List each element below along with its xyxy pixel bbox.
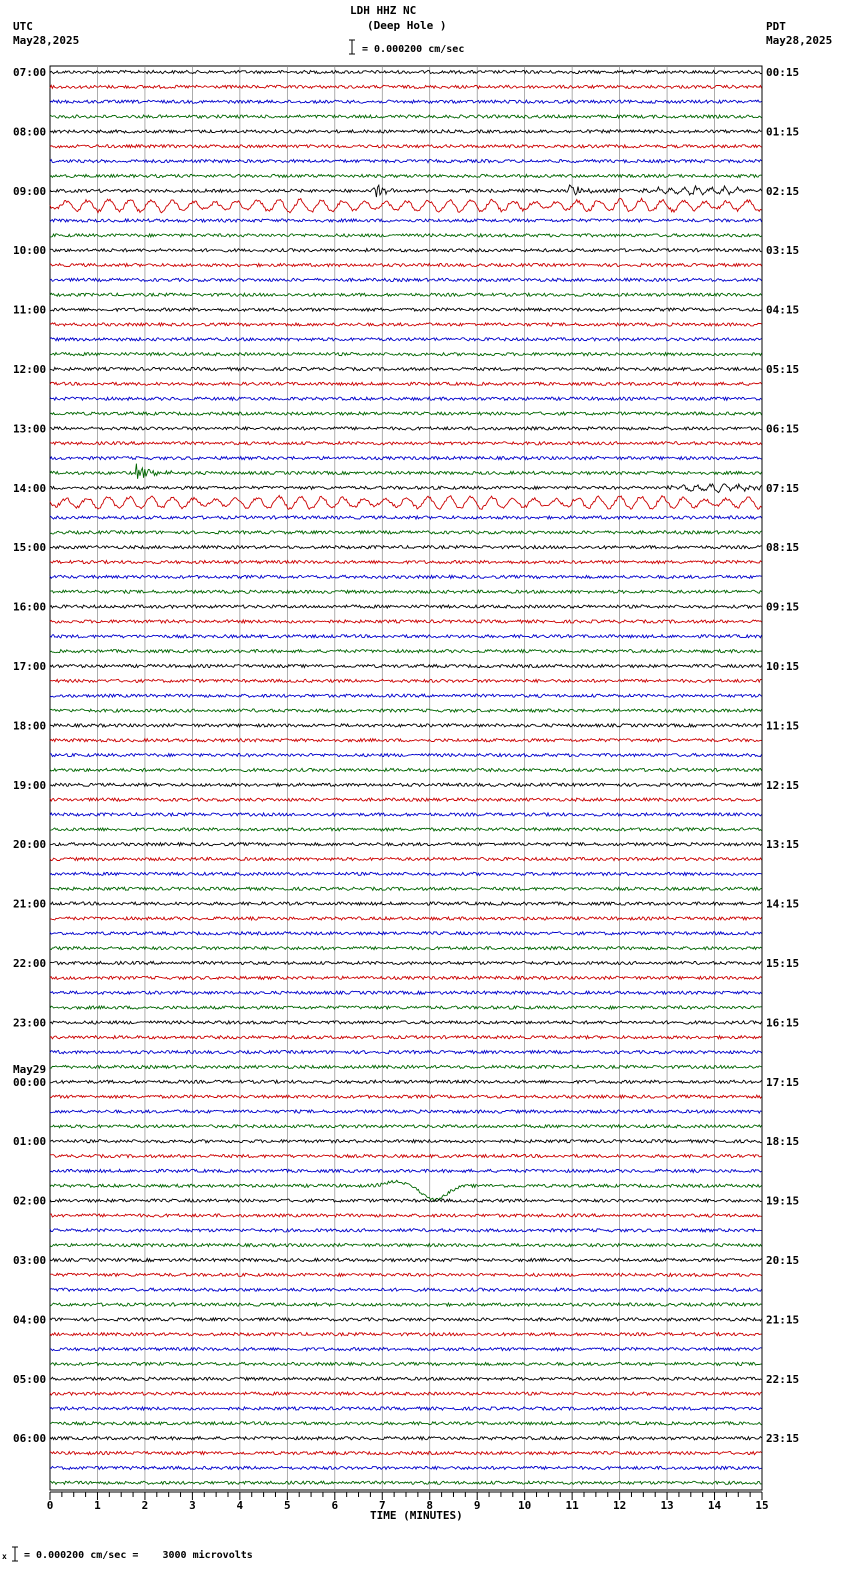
seismic-trace (50, 1362, 762, 1365)
footer-scale-note: = 0.000200 cm/sec = 3000 microvolts (24, 1550, 253, 1561)
seismic-trace (50, 264, 762, 267)
utc-hour-label: 09:00 (13, 184, 47, 198)
seismic-trace (50, 1095, 762, 1098)
pdt-hour-label: 10:15 (766, 660, 800, 673)
pdt-hour-label: 12:15 (766, 778, 800, 792)
x-tick-label: 13 (660, 1499, 674, 1512)
x-axis-label: TIME (MINUTES) (370, 1509, 463, 1522)
pdt-hour-label: 13:15 (766, 838, 800, 852)
seismic-trace (50, 694, 762, 697)
seismic-trace (50, 1288, 762, 1291)
pdt-hour-label: 06:15 (766, 422, 800, 436)
seismic-trace (50, 828, 762, 831)
seismic-trace (50, 1466, 762, 1469)
utc-hour-label: 23:00 (13, 1016, 47, 1030)
utc-hour-label: 11:00 (13, 303, 47, 317)
seismic-trace (50, 174, 762, 177)
seismic-trace (50, 1125, 762, 1128)
seismic-trace (50, 843, 762, 846)
seismic-trace (50, 1258, 762, 1261)
seismic-trace (50, 575, 762, 578)
utc-hour-label: 16:00 (13, 600, 47, 614)
seismic-trace (50, 278, 762, 281)
seismic-trace (50, 338, 762, 341)
pdt-hour-label: 07:15 (766, 481, 800, 495)
seismic-trace (50, 1303, 762, 1306)
utc-hour-label: 10:00 (13, 244, 47, 258)
trace-group (50, 70, 762, 1484)
seismic-trace (50, 1110, 762, 1113)
x-tick-label: 6 (331, 1499, 339, 1512)
x-tick-label: 9 (473, 1499, 481, 1512)
seismic-trace (50, 100, 762, 103)
seismic-trace (50, 516, 762, 519)
seismic-trace (50, 249, 762, 252)
seismic-trace (50, 427, 762, 430)
seismic-trace (50, 464, 762, 479)
utc-hour-label: 22:00 (13, 957, 47, 970)
seismic-trace (50, 234, 762, 237)
pdt-hour-label: 08:15 (766, 541, 800, 555)
seismic-trace (50, 620, 762, 623)
x-tick-label: 10 (518, 1499, 532, 1512)
seismic-trace (50, 1155, 762, 1158)
seismic-trace (50, 709, 762, 712)
seismic-trace (50, 397, 762, 400)
seismic-trace (50, 590, 762, 593)
seismic-trace (50, 858, 762, 861)
left-date: May28,2025 (13, 34, 80, 47)
seismic-trace (50, 947, 762, 950)
utc-hour-label: 18:00 (13, 719, 47, 733)
x-tick-label: 14 (707, 1499, 722, 1512)
pdt-hour-label: 11:15 (766, 719, 800, 733)
right-date: May28,2025 (766, 34, 833, 47)
seismic-trace (50, 1021, 762, 1024)
seismic-trace (50, 976, 762, 979)
seismic-trace (50, 1140, 762, 1143)
seismic-trace (50, 961, 762, 964)
seismic-trace (50, 1452, 762, 1455)
seismic-trace (50, 561, 762, 564)
x-tick-label: 11 (565, 1499, 579, 1512)
pdt-hour-label: 02:15 (766, 184, 800, 198)
seismic-trace (50, 1333, 762, 1336)
seismic-trace (50, 1437, 762, 1440)
utc-hour-label: 06:00 (13, 1432, 47, 1446)
station-location: (Deep Hole ) (367, 19, 447, 32)
seismic-trace (50, 1318, 762, 1321)
footer-marker: x (2, 1552, 7, 1561)
pdt-hour-label: 00:15 (766, 66, 800, 79)
seismic-trace (50, 323, 762, 326)
x-tick-label: 3 (189, 1499, 196, 1512)
seismic-trace (50, 635, 762, 638)
pdt-hour-label: 16:15 (766, 1016, 800, 1030)
seismic-trace (50, 768, 762, 771)
seismic-trace (50, 457, 762, 460)
seismic-trace (50, 872, 762, 875)
seismic-trace (50, 308, 762, 311)
seismic-trace (50, 1199, 762, 1202)
seismic-trace (50, 367, 762, 370)
seismic-trace (50, 1229, 762, 1232)
utc-hour-label: 12:00 (13, 363, 47, 376)
utc-hour-label: 21:00 (13, 897, 47, 911)
utc-hour-label: 00:00 (13, 1075, 47, 1089)
seismic-trace (50, 1273, 762, 1276)
seismic-trace (50, 1392, 762, 1395)
pdt-hour-label: 03:15 (766, 244, 800, 258)
pdt-hour-label: 21:15 (766, 1313, 800, 1327)
seismic-trace (50, 1422, 762, 1425)
utc-hour-label: 19:00 (13, 778, 47, 792)
seismic-trace (50, 991, 762, 994)
seismic-trace (50, 546, 762, 549)
seismic-trace (50, 412, 762, 415)
seismic-trace (50, 1244, 762, 1247)
seismic-trace (50, 754, 762, 757)
seismic-trace (50, 902, 762, 905)
seismic-trace (50, 1377, 762, 1380)
pdt-hour-label: 01:15 (766, 125, 800, 139)
x-tick-label: 12 (612, 1499, 627, 1512)
pdt-hour-label: 22:15 (766, 1372, 800, 1386)
x-tick-label: 1 (94, 1499, 101, 1512)
seismic-trace (50, 783, 762, 786)
right-timezone: PDT (766, 20, 786, 33)
utc-hour-label: 20:00 (13, 838, 47, 852)
seismic-trace (50, 650, 762, 653)
x-tick-label: 2 (141, 1499, 149, 1512)
seismic-trace (50, 115, 762, 118)
seismic-trace (50, 605, 762, 608)
x-tick-label: 8 (426, 1499, 434, 1512)
pdt-hour-label: 17:15 (766, 1075, 800, 1089)
seismic-trace (50, 798, 762, 801)
utc-hour-label: 13:00 (13, 422, 47, 436)
seismic-trace (50, 1080, 762, 1083)
seismic-trace (50, 1036, 762, 1039)
seismic-trace (50, 353, 762, 356)
utc-hour-label: 03:00 (13, 1254, 47, 1267)
seismic-trace (50, 531, 762, 534)
utc-hour-label: 15:00 (13, 541, 47, 555)
utc-hour-label: 17:00 (13, 660, 47, 673)
seismic-trace (50, 932, 762, 935)
day-change-label: May29 (13, 1062, 47, 1076)
station-title: LDH HHZ NC (350, 4, 417, 17)
seismic-trace (50, 739, 762, 742)
seismic-trace (50, 70, 762, 73)
seismic-trace (50, 1051, 762, 1054)
x-tick-label: 15 (755, 1499, 769, 1512)
seismic-trace (50, 145, 762, 148)
pdt-hour-label: 14:15 (766, 897, 800, 911)
utc-hour-label: 14:00 (13, 481, 47, 495)
x-tick-label: 5 (284, 1499, 291, 1512)
seismic-trace (50, 185, 762, 197)
seismic-trace (50, 1481, 762, 1484)
seismic-trace (50, 442, 762, 445)
x-tick-label: 4 (236, 1499, 244, 1512)
seismic-trace (50, 382, 762, 385)
utc-hour-label: 01:00 (13, 1135, 47, 1149)
x-tick-label: 7 (378, 1499, 386, 1512)
seismic-trace (50, 198, 762, 213)
seismic-trace (50, 1065, 762, 1068)
seismic-trace (50, 293, 762, 296)
seismic-trace (50, 1169, 762, 1172)
seismic-trace (50, 664, 762, 667)
seismic-trace (50, 1214, 762, 1217)
seismic-trace (50, 85, 762, 88)
pdt-hour-label: 05:15 (766, 363, 800, 376)
left-timezone: UTC (13, 20, 33, 33)
seismic-trace (50, 1180, 762, 1201)
seismic-trace (50, 495, 762, 509)
seismic-trace (50, 160, 762, 163)
pdt-hour-label: 19:15 (766, 1194, 800, 1208)
pdt-hour-label: 04:15 (766, 303, 800, 317)
seismic-trace (50, 130, 762, 133)
pdt-hour-label: 15:15 (766, 957, 800, 970)
pdt-hour-label: 20:15 (766, 1254, 800, 1267)
scale-text: = 0.000200 cm/sec (362, 44, 465, 55)
utc-hour-label: 07:00 (13, 66, 47, 79)
seismic-trace (50, 219, 762, 222)
pdt-hour-label: 18:15 (766, 1135, 800, 1149)
seismic-trace (50, 917, 762, 920)
seismic-trace (50, 724, 762, 727)
utc-hour-label: 08:00 (13, 125, 47, 139)
seismic-trace (50, 1348, 762, 1351)
pdt-hour-label: 09:15 (766, 600, 800, 614)
seismic-trace (50, 1006, 762, 1009)
seismic-trace (50, 679, 762, 682)
seismic-trace (50, 1407, 762, 1410)
seismic-trace (50, 887, 762, 890)
utc-hour-label: 04:00 (13, 1313, 47, 1327)
utc-hour-label: 05:00 (13, 1372, 47, 1386)
seismic-trace (50, 813, 762, 816)
pdt-hour-label: 23:15 (766, 1432, 800, 1446)
utc-hour-label: 02:00 (13, 1194, 47, 1208)
x-tick-label: 0 (46, 1499, 54, 1512)
seismic-trace (50, 484, 762, 493)
